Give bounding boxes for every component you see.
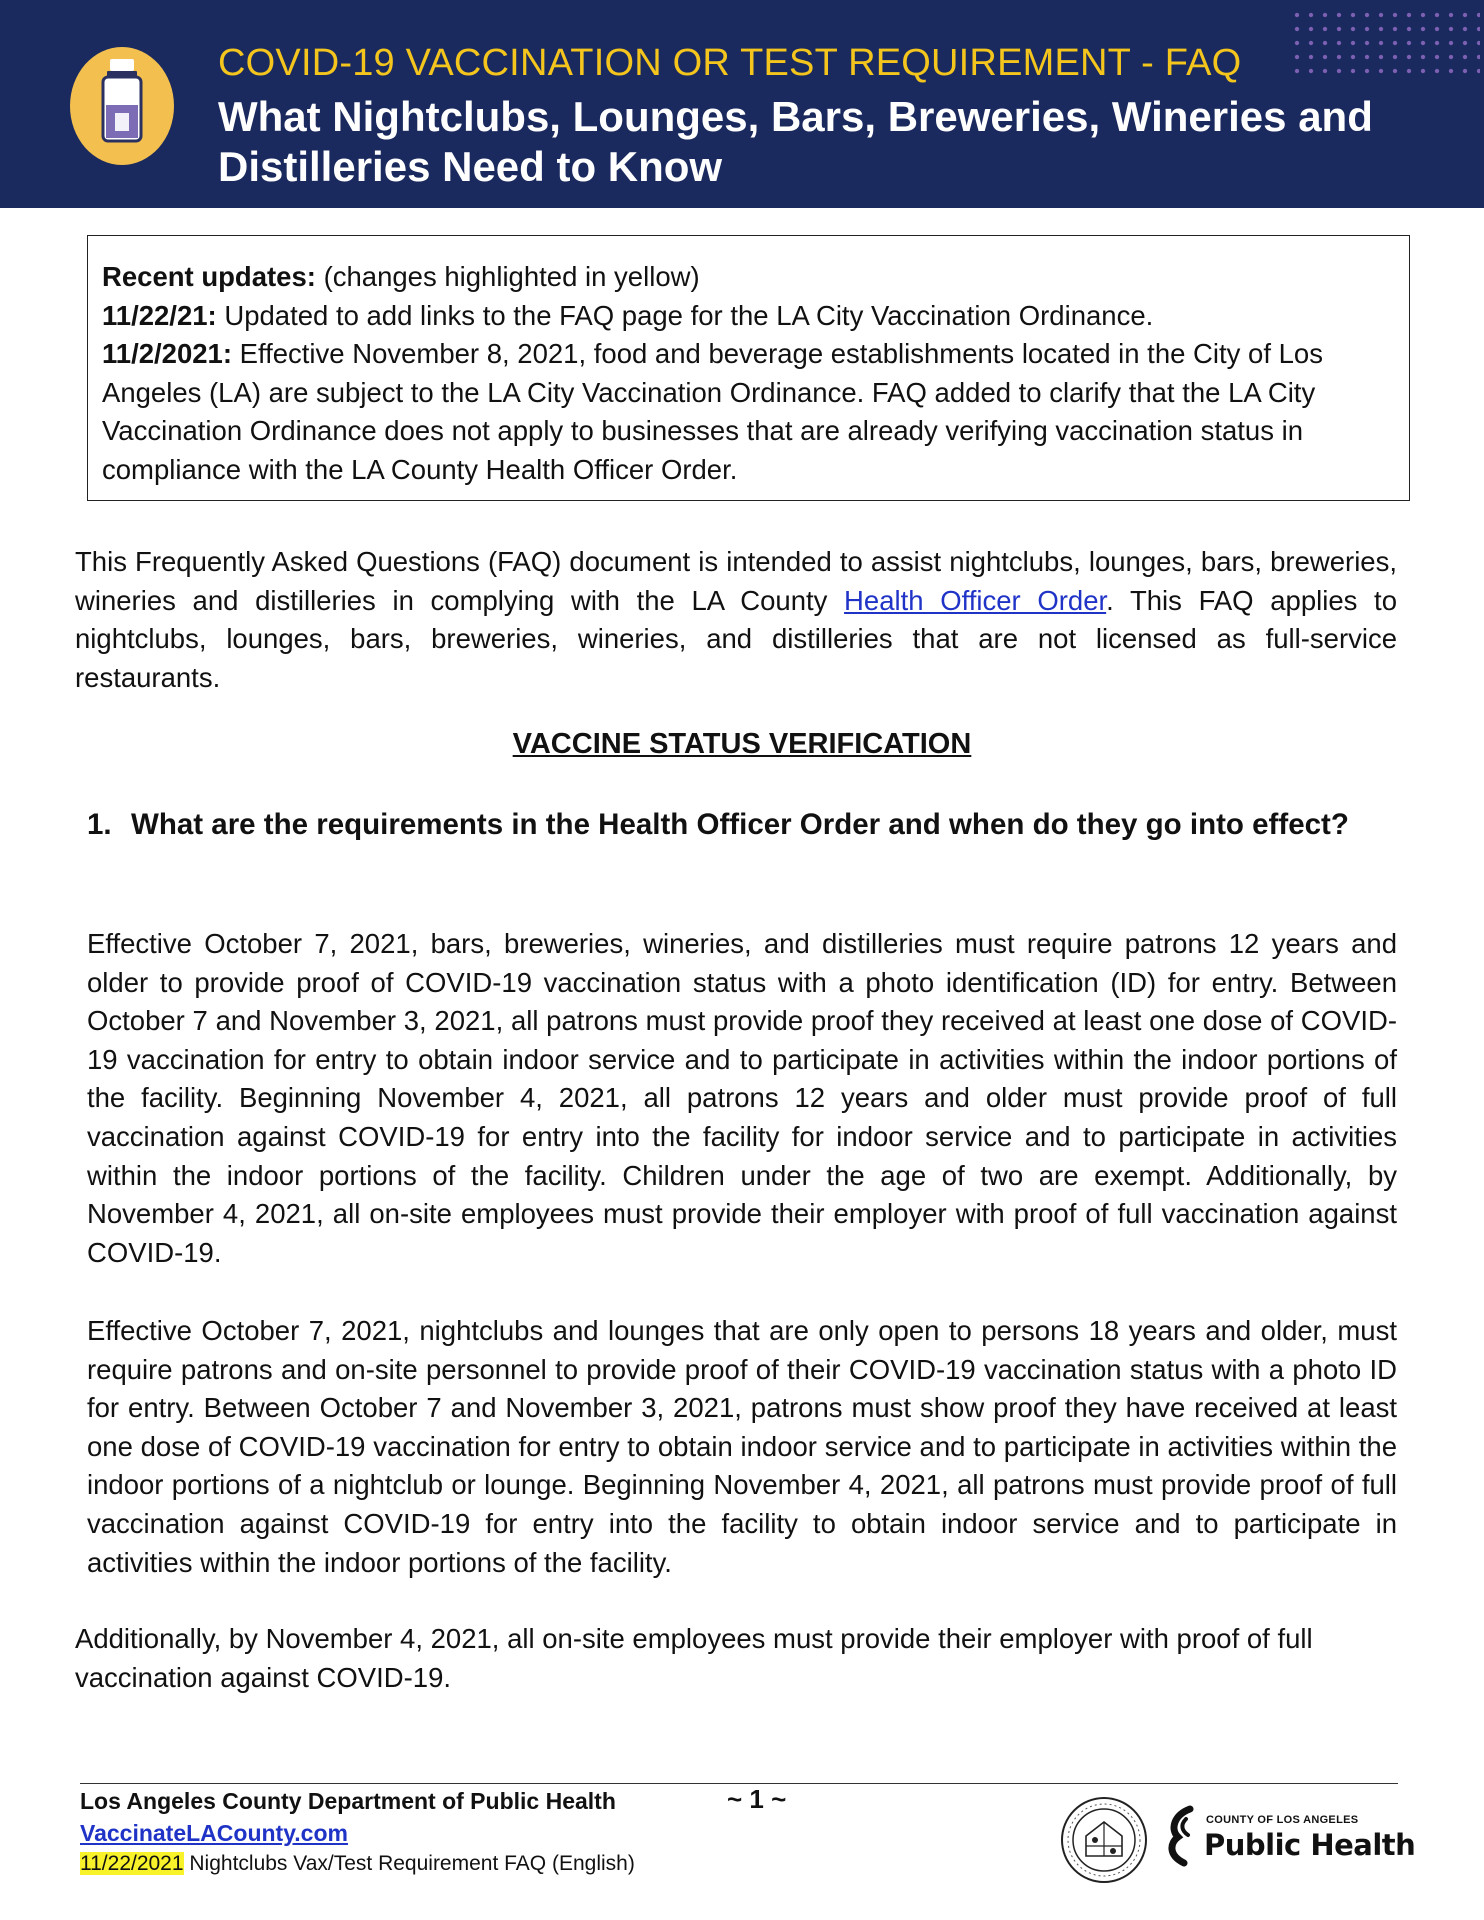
question-text: What are the requirements in the Health Officer Order and when do they go into effect? [131, 808, 1349, 841]
page-number: ~ 1 ~ [727, 1784, 787, 1814]
intro-text: This Frequently Asked Questions (FAQ) document is intended to assist nightclubs, lounges, bars, breweries, wineries and distilleries in complying with the LA County [75, 546, 1397, 616]
county-seal-icon [1060, 1796, 1148, 1889]
answer-paragraph-3: Additionally, by November 4, 2021, all on-site employees must provide their employer with proof of full vaccination against COVID-19. [75, 1623, 1313, 1693]
answer-paragraph-2: Effective October 7, 2021, nightclubs and lounges that are only open to persons 18 years and older, must require patrons and on-site personnel to provide proof of their COVID-19 vaccination status with a photo ID for entry. Between October 7 and November 3, 2021, patrons must show proof they have received at least one dose of COVID-19 vaccination for entry to obtain indoor service and to participate in activities within the indoor portions of a nightclub or lounge. Beginning November 4, 2021, all patrons must provide proof of full vaccination against COVID-19 for entry into the facility to obtain indoor service and to participate in activities within the indoor portions of the facility. [87, 1315, 1397, 1578]
dot-pattern [1290, 8, 1480, 80]
update-text: Effective November 8, 2021, food and beverage establishments located in the City of Los Angeles (LA) are subject to the LA City Vaccination Ordinance. FAQ added to clarify that the LA City Vaccination Ordinance does not apply to businesses that are already verifying vaccination status in compliance with the LA County Health Officer Order. [102, 338, 1323, 485]
updates-heading: Recent updates: [102, 261, 316, 292]
section-heading: VACCINE STATUS VERIFICATION [512, 728, 972, 760]
footer-website-link[interactable]: VaccinateLACounty.com [80, 1820, 348, 1846]
intro-paragraph [75, 543, 1397, 697]
update-entry [102, 297, 1395, 336]
footer-org: Los Angeles County Department of Public Health [80, 1788, 616, 1814]
updates-heading-note: (changes highlighted in yellow) [315, 261, 700, 292]
public-health-logo-icon [1160, 1805, 1204, 1872]
question-number: 1. [87, 808, 112, 841]
question-1 [87, 805, 1397, 844]
footer-doc-name: Nightclubs Vax/Test Requirement FAQ (English) [183, 1852, 635, 1875]
footer-doc-line [80, 1852, 635, 1876]
intro-text-end: . This FAQ applies to nightclubs, lounges, bars, breweries, wineries, and distilleries that are not licensed as full-service restaurants. [75, 584, 1397, 693]
health-officer-order-link[interactable]: Health Officer Order [844, 584, 1107, 616]
update-date: 11/2/2021: [102, 338, 232, 370]
header-banner [0, 0, 1484, 208]
update-date: 11/22/21: [102, 299, 217, 331]
updates-heading-line [102, 258, 1395, 297]
footer-date: 11/22/2021 [80, 1852, 184, 1875]
logo-county-text: COUNTY OF LOS ANGELES [1206, 1814, 1359, 1826]
page-title: What Nightclubs, Lounges, Bars, Breweries, Wineries and Distilleries Need to Know [218, 93, 1373, 190]
header-kicker: COVID-19 VACCINATION OR TEST REQUIREMENT - FAQ [218, 42, 1242, 84]
recent-updates-box [87, 235, 1410, 501]
update-text: Updated to add links to the FAQ page for the LA City Vaccination Ordinance. [216, 299, 1154, 331]
answer-paragraph-1: Effective October 7, 2021, bars, breweries, wineries, and distilleries must require patrons 12 years and older to provide proof of COVID-19 vaccination status with a photo identification (ID) for entry. Between October 7 and November 3, 2021, all patrons must provide proof they received at least one dose of COVID-19 vaccination for entry to obtain indoor service and to participate in activities within the indoor portions of the facility. Beginning November 4, 2021, all patrons 12 years and older must provide proof of full vaccination against COVID-19 for entry into the facility for indoor service and to participate in activities within the indoor portions of the facility. Children under the age of two are exempt. Additionally, by November 4, 2021, all on-site employees must provide their employer with proof of full vaccination against COVID-19. [87, 928, 1397, 1268]
vaccine-vial-icon [70, 47, 174, 165]
logo-public-health-text: Public Health [1204, 1828, 1416, 1862]
update-entry [102, 335, 1395, 489]
